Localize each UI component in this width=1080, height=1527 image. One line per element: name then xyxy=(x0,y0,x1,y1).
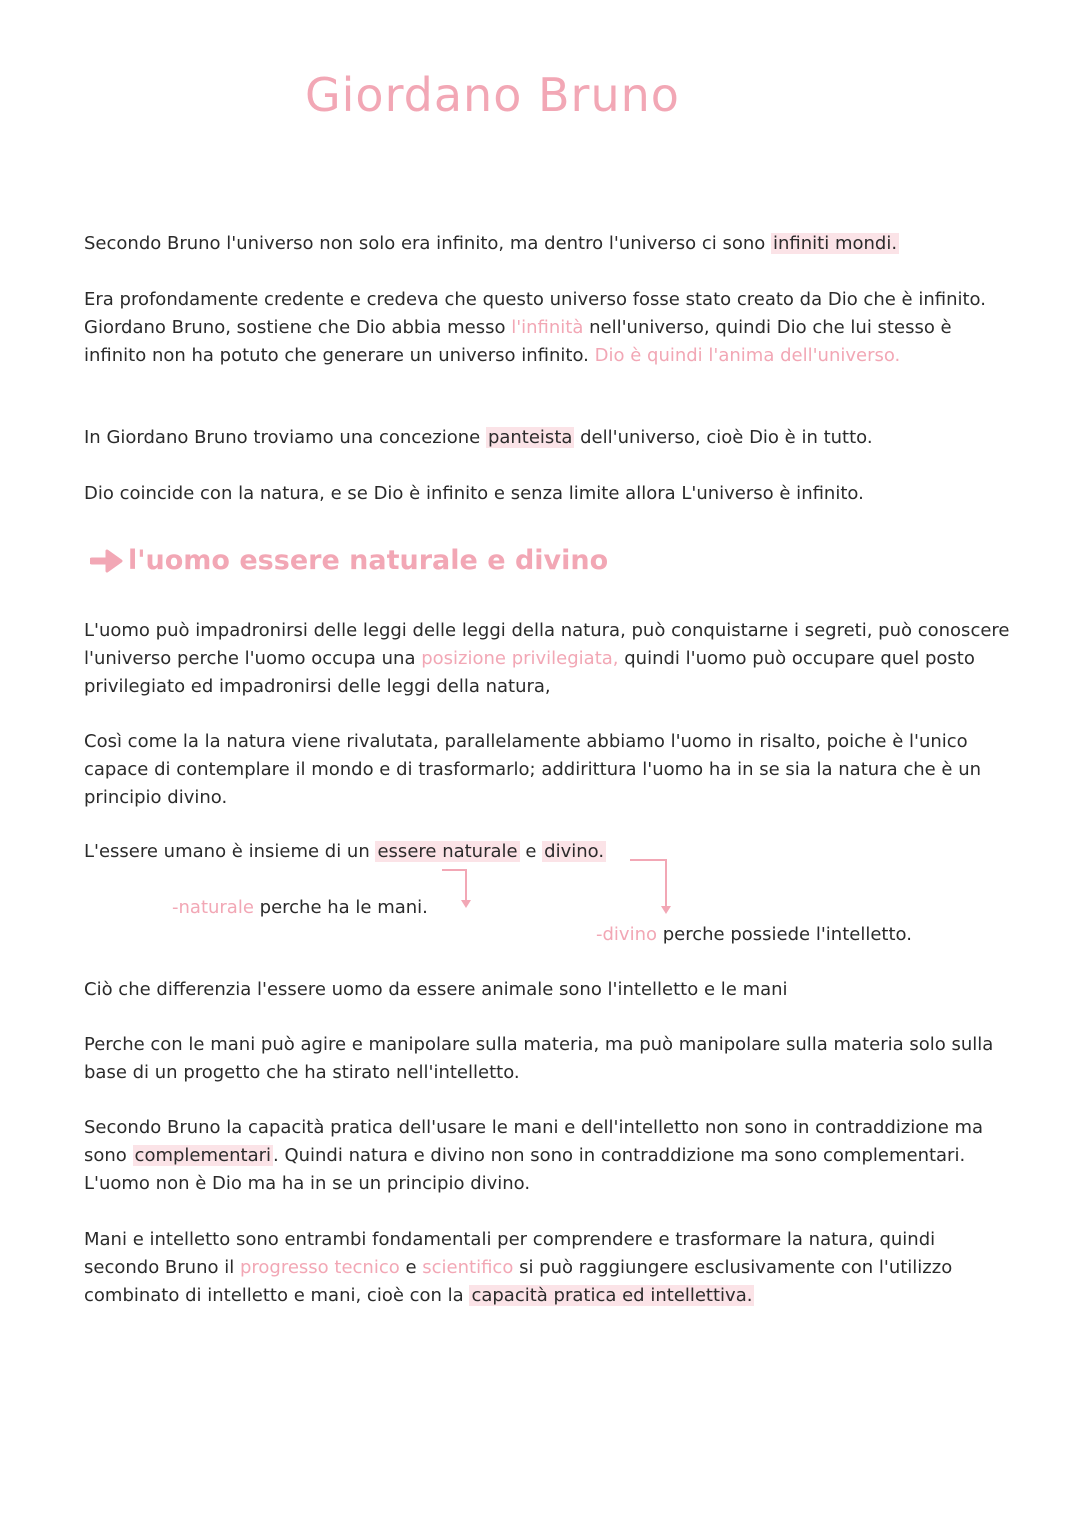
text: In Giordano Bruno troviamo una concezione xyxy=(84,427,486,448)
text: Giordano Bruno, sostiene che Dio abbia messo xyxy=(84,317,512,338)
pink-natural: naturale xyxy=(178,897,254,918)
text: quindi l'uomo può occupare quel posto privilegiato ed impadronirsi delle leggi della natura, xyxy=(84,648,975,697)
pink-soul-of-universe: Dio è quindi l'anima dell'universo. xyxy=(594,345,901,366)
sub-divine xyxy=(596,921,912,949)
section-heading xyxy=(90,545,608,576)
pink-scientific: scientifico xyxy=(422,1257,514,1278)
text: Mani e intelletto sono entrambi fondamentali per comprendere e trasformare la natura, quindi secondo Bruno il xyxy=(84,1229,936,1278)
paragraph-god-infinite xyxy=(84,286,1014,370)
text: perche possiede l'intelletto. xyxy=(657,924,912,945)
text: e xyxy=(519,841,543,862)
highlight-practical-intellectual: capacità pratica ed intellettiva. xyxy=(471,1285,753,1306)
paragraph-human-nature-divine xyxy=(84,838,1014,866)
highlight-complementary: complementari xyxy=(134,1145,271,1166)
section-heading-text: l'uomo essere naturale e divino xyxy=(128,545,609,576)
pink-technical-progress: progresso tecnico xyxy=(239,1257,400,1278)
pink-infinity: l'infinità xyxy=(511,317,584,338)
pink-privileged-position: posizione privilegiata, xyxy=(421,648,619,669)
dash: - xyxy=(172,897,179,918)
text: Era profondamente credente e credeva che questo universo fosse stato creato da Dio che è infinito. xyxy=(84,289,986,310)
text: Secondo Bruno l'universo non solo era infinito, ma dentro l'universo ci sono xyxy=(84,233,772,254)
highlight-divine: divino. xyxy=(544,841,605,862)
text: perche ha le mani. xyxy=(253,897,428,918)
arrow-down-icon xyxy=(628,856,678,918)
text: Secondo Bruno la capacità pratica dell'usare le mani e dell'intelletto non sono in contraddizione ma sono xyxy=(84,1117,984,1166)
paragraph-man-laws xyxy=(84,617,1014,701)
highlight-pantheist: panteista xyxy=(487,427,573,448)
arrow-down-icon xyxy=(440,866,480,912)
paragraph-man-prominence: Così come la la natura viene rivalutata, parallelamente abbiamo l'uomo in risalto, poiche è l'unico capace di contemplare il mondo e di trasformarlo; addirittura l'uomo ha in se sia la natura che è un principio divino. xyxy=(84,731,982,808)
text: si può raggiungere esclusivamente con l'utilizzo combinato di intelletto e mani, cioè con la xyxy=(84,1257,953,1306)
paragraph-god-nature: Dio coincide con la natura, e se Dio è infinito e senza limite allora L'universo è infinito. xyxy=(84,483,864,504)
text: L'uomo può impadronirsi delle leggi delle leggi della natura, può conquistarne i segreti, può conoscere l'universo perche l'uomo occupa una xyxy=(84,620,1010,669)
highlight-natural-being: essere naturale xyxy=(377,841,518,862)
paragraph-pantheism xyxy=(84,424,1014,452)
arrow-right-icon xyxy=(90,547,126,575)
text: L'essere umano è insieme di un xyxy=(84,841,376,862)
text: dell'universo, cioè Dio è in tutto. xyxy=(574,427,873,448)
text: e xyxy=(399,1257,423,1278)
dash: - xyxy=(596,924,603,945)
pink-divine: divino xyxy=(602,924,658,945)
paragraph-progress xyxy=(84,1226,1014,1310)
highlight-infinite-worlds: infiniti mondi. xyxy=(773,233,898,254)
paragraph-hands-matter: Perche con le mani può agire e manipolare sulla materia, ma può manipolare sulla materia solo sulla base di un progetto che ha stirato nell'intelletto. xyxy=(84,1034,994,1083)
text: . Quindi natura e divino non sono in contraddizione ma sono complementari. L'uomo non è Dio ma ha in se un principio divino. xyxy=(84,1145,966,1194)
paragraph-difference: Ciò che differenzia l'essere uomo da essere animale sono l'intelletto e le mani xyxy=(84,979,788,1000)
sub-natural xyxy=(172,894,428,922)
page-title: Giordano Bruno xyxy=(305,68,680,122)
paragraph-infinite-worlds xyxy=(84,230,1014,258)
text: nell'universo, quindi Dio che lui stesso è infinito non ha potuto che generare un universo infinito. xyxy=(84,317,952,366)
paragraph-complementary xyxy=(84,1114,1014,1198)
